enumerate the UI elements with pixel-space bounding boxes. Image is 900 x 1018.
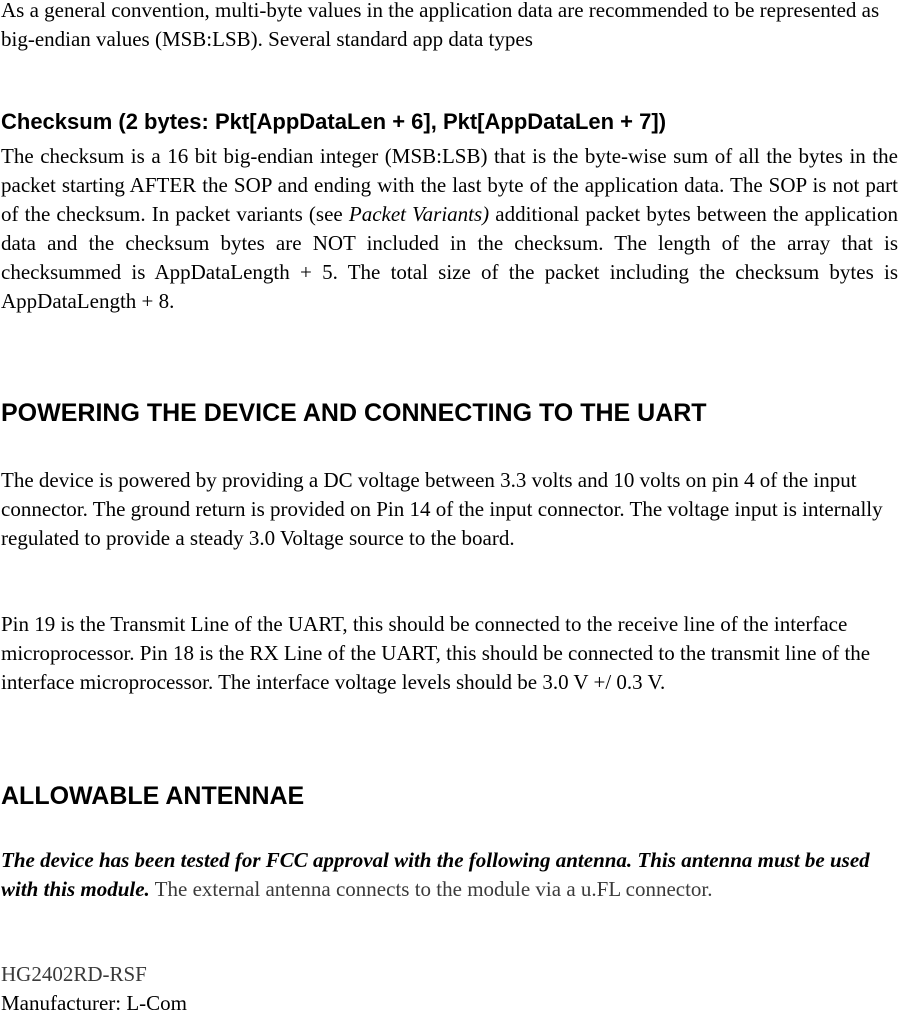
antenna-model: HG2402RD-RSF	[1, 962, 147, 986]
intro-text: As a general convention, multi-byte values in the application data are recommended to be represented as big-endian values (MSB:LSB). Several standard app data types	[1, 0, 880, 51]
uart-paragraph	[1, 610, 898, 697]
antenna-model-block	[1, 960, 187, 1018]
checksum-paragraph	[1, 142, 898, 316]
powering-heading: POWERING THE DEVICE AND CONNECTING TO THE UART	[1, 399, 707, 427]
intro-paragraph	[1, 0, 898, 54]
antenna-connector-text: The external antenna connects to the module via a u.FL connector.	[149, 877, 713, 901]
packet-variants-reference: Packet Variants)	[348, 202, 490, 226]
power-supply-text: The device is powered by providing a DC voltage between 3.3 volts and 10 volts on pin 4 of the input connector. The ground return is provided on Pin 14 of the input connector. The voltage input is internally regulated to provide a steady 3.0 Voltage source to the board.	[1, 468, 883, 550]
checksum-text-part2: additional packet bytes between the application data and the checksum bytes are NOT included in the checksum. The length of the array that is checksummed is AppDataLength + 5. The total size of the packet including the checksum bytes is AppDataLength + 8.	[1, 202, 898, 313]
power-supply-paragraph	[1, 466, 898, 553]
checksum-heading: Checksum (2 bytes: Pkt[AppDataLen + 6], Pkt[AppDataLen + 7])	[1, 109, 667, 134]
checksum-text-part1: The checksum is a 16 bit big-endian integer (MSB:LSB) that is the byte-wise sum of all the bytes in the packet starting AFTER the SOP and ending with the last byte of the application data. The SOP is not part of the checksum. In packet variants (see	[1, 144, 898, 226]
uart-text: Pin 19 is the Transmit Line of the UART, this should be connected to the receive line of the interface microprocessor. Pin 18 is the RX Line of the UART, this should be connected to the transmit line of the interface microprocessor. The interface voltage levels should be 3.0 V +/ 0.3 V.	[1, 612, 871, 694]
antennae-heading: ALLOWABLE ANTENNAE	[1, 782, 305, 810]
antenna-manufacturer: Manufacturer: L-Com	[1, 991, 188, 1015]
antenna-paragraph	[1, 846, 898, 904]
fcc-approval-emphasis: The device has been tested for FCC approval with the following antenna. This antenna must be used with this module.	[1, 848, 870, 901]
